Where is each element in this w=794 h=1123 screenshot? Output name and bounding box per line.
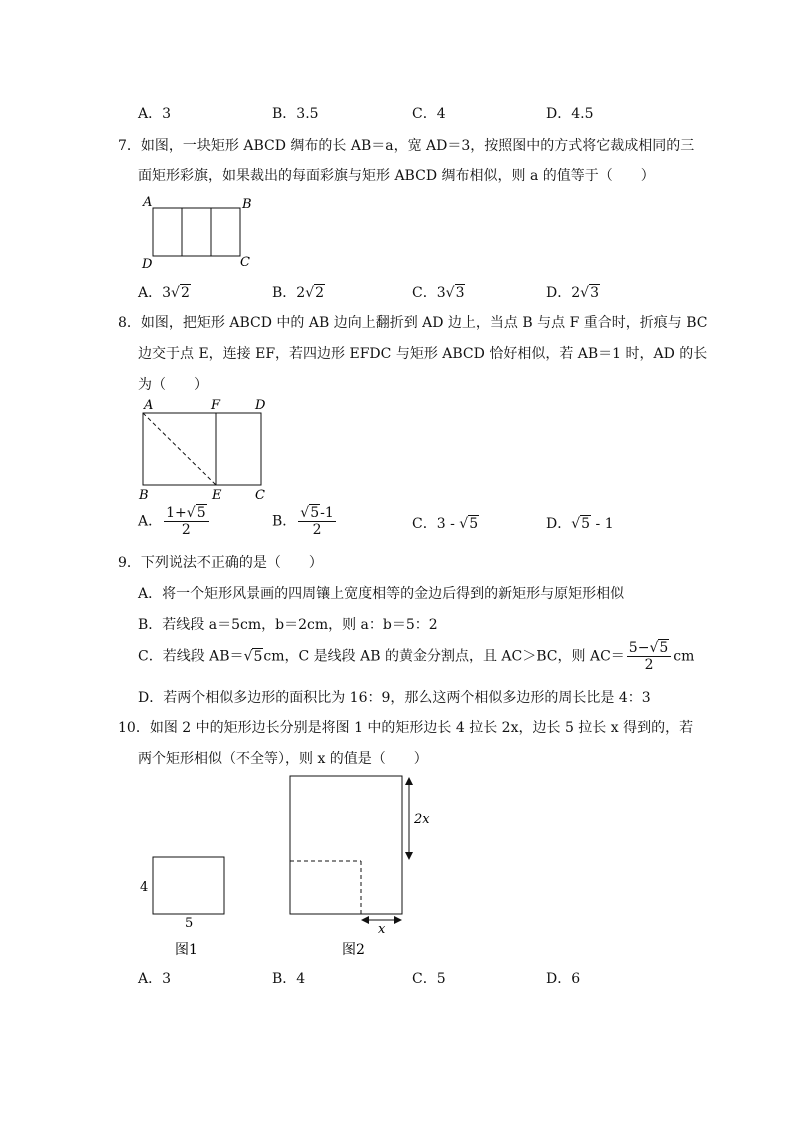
q7-label-d: D bbox=[142, 257, 153, 272]
q8-stem-line3: 为（ ） bbox=[138, 377, 208, 393]
q8-label-b: B bbox=[139, 488, 149, 503]
q7-option-c[interactable]: C．3√3 bbox=[412, 285, 465, 301]
q8-fold-line bbox=[143, 413, 216, 485]
q7-figure bbox=[138, 193, 258, 273]
q7-option-a[interactable]: A．3√2 bbox=[138, 285, 190, 301]
fig2-vertical-label: 2x bbox=[414, 812, 430, 827]
fig1-caption: 图1 bbox=[175, 942, 198, 958]
q9-stem: 9．下列说法不正确的是（ ） bbox=[118, 555, 323, 571]
q8-stem-line2: 边交于点 E，连接 EF，若四边形 EFDC 与矩形 ABCD 恰好相似，若 AB＝1 时，AD 的长 bbox=[138, 346, 708, 362]
q8-option-b[interactable]: B． $\frac{√5-1}{2}$ bbox=[272, 505, 334, 538]
q7-rectangle bbox=[153, 208, 240, 256]
q8-figure bbox=[135, 395, 275, 505]
fig2-rectangle bbox=[290, 776, 402, 914]
fig2-horizontal-label: x bbox=[378, 922, 386, 937]
q8-label-c: C bbox=[255, 488, 265, 503]
q10-option-c[interactable]: C．5 bbox=[412, 971, 446, 987]
q8-label-e: E bbox=[212, 488, 222, 503]
fig1-rectangle bbox=[153, 857, 224, 914]
q8-label-f: F bbox=[211, 398, 221, 413]
q6-option-b[interactable]: B．3.5 bbox=[272, 106, 319, 122]
q10-stem-line2: 两个矩形相似（不全等），则 x 的值是（ ） bbox=[138, 751, 428, 767]
q9-option-d[interactable]: D．若两个相似多边形的面积比为 16：9，那么这两个相似多边形的周长比是 4：3 bbox=[138, 690, 651, 706]
fig1-bottom-label: 5 bbox=[185, 916, 194, 931]
q7-stem-line2: 面矩形彩旗，如果裁出的每面彩旗与矩形 ABCD 绸布相似，则 a 的值等于（ ） bbox=[138, 168, 655, 184]
q7-stem-line1: 7．如图，一块矩形 ABCD 绸布的长 AB＝a，宽 AD＝3，按照图中的方式将它裁成相同的三 bbox=[118, 138, 695, 154]
fig1-side-label: 4 bbox=[140, 880, 149, 895]
q6-option-d[interactable]: D．4.5 bbox=[546, 106, 594, 122]
q7-label-a: A bbox=[143, 195, 153, 210]
q8-option-a[interactable]: A． $\frac{1+√5}{2}$ bbox=[138, 505, 211, 538]
q8-label-a: A bbox=[144, 398, 154, 413]
q7-label-b: B bbox=[242, 197, 252, 212]
q10-option-a[interactable]: A．3 bbox=[138, 971, 172, 987]
q8-option-d[interactable]: D．√5 - 1 bbox=[546, 516, 614, 532]
q7-label-c: C bbox=[240, 255, 250, 270]
q6-option-c[interactable]: C．4 bbox=[412, 106, 446, 122]
q8-stem-line1: 8．如图，把矩形 ABCD 中的 AB 边向上翻折到 AD 边上，当点 B 与点 F 重合时，折痕与 BC bbox=[118, 315, 708, 331]
q6-option-a[interactable]: A．3 bbox=[138, 106, 172, 122]
q7-option-d[interactable]: D．2√3 bbox=[546, 285, 599, 301]
q10-option-d[interactable]: D．6 bbox=[546, 971, 581, 987]
q10-stem-line1: 10．如图 2 中的矩形边长分别是将图 1 中的矩形边长 4 拉长 2x，边长 5 拉长 x 得到的，若 bbox=[118, 720, 694, 736]
q9-option-b[interactable]: B．若线段 a＝5cm，b＝2cm，则 a：b＝5：2 bbox=[138, 617, 438, 633]
q10-figures bbox=[135, 770, 445, 965]
q8-rectangle bbox=[143, 413, 261, 485]
q9-option-a[interactable]: A．将一个矩形风景画的四周镶上宽度相等的金边后得到的新矩形与原矩形相似 bbox=[138, 586, 625, 602]
q7-option-b[interactable]: B．2√2 bbox=[272, 285, 325, 301]
q9-option-c[interactable]: C．若线段 AB＝√5cm，C 是线段 AB 的黄金分割点，且 AC＞BC，则 AC＝ $\frac{5-√5}{2}$ cm bbox=[138, 640, 695, 673]
q10-option-b[interactable]: B．4 bbox=[272, 971, 306, 987]
q8-option-c[interactable]: C．3 - √5 bbox=[412, 516, 479, 532]
q8-label-d: D bbox=[255, 398, 266, 413]
fig2-caption: 图2 bbox=[342, 942, 365, 958]
